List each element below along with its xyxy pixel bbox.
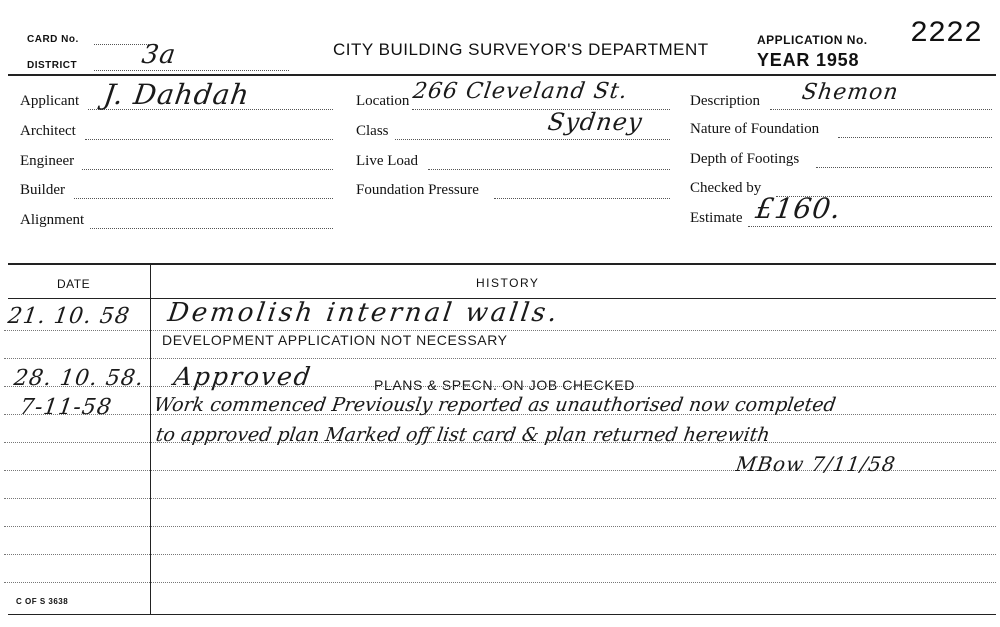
district-value: 3a (139, 40, 179, 70)
entry-2-stamp: PLANS & SPECN. ON JOB CHECKED (374, 377, 635, 393)
architect-dots (85, 139, 333, 140)
estimate-dots (748, 226, 992, 227)
form-code: C OF S 3638 (16, 597, 69, 606)
date-header: DATE (57, 277, 91, 291)
district-label: DISTRICT (27, 60, 78, 71)
architect-label: Architect (20, 123, 76, 139)
nature-foundation-dots (838, 137, 992, 138)
engineer-dots (82, 169, 333, 170)
entry-3-text: Work commenced Previously reported as unauthorised now completed (152, 394, 838, 416)
department-title: CITY BUILDING SURVEYOR'S DEPARTMENT (333, 40, 709, 59)
nature-foundation-label: Nature of Foundation (690, 121, 820, 137)
card-bottom-rule (8, 614, 996, 615)
class-label: Class (356, 123, 389, 139)
card-no-label: CARD No. (27, 34, 79, 45)
depth-footings-label: Depth of Footings (690, 151, 800, 167)
checked-by-label: Checked by (690, 180, 762, 196)
applicant-label: Applicant (20, 93, 80, 109)
entry-3-signature: MBow 7/11/58 (734, 452, 898, 476)
builder-label: Builder (20, 182, 65, 198)
applicant-value: J. Dahdah (101, 78, 253, 111)
entry-1-text: Demolish internal walls. (165, 298, 562, 328)
builder-dots (74, 198, 333, 199)
location-label: Location (356, 93, 410, 109)
estimate-label: Estimate (690, 210, 743, 226)
description-dots (770, 109, 992, 110)
engineer-label: Engineer (20, 153, 75, 169)
live-load-dots (428, 169, 670, 170)
entry-3-date: 7-11-58 (18, 395, 114, 420)
history-top-rule (8, 263, 996, 265)
district-dots (94, 70, 289, 71)
history-header: HISTORY (476, 276, 540, 290)
entry-3-text-continued: to approved plan Marked off list card & plan returned herewith (154, 424, 772, 446)
entry-2-text: Approved (171, 362, 315, 391)
date-column-divider (150, 265, 151, 615)
live-load-label: Live Load (356, 153, 419, 169)
location-city-value: Sydney (546, 108, 645, 136)
entry-1-date: 21. 10. 58 (6, 304, 132, 329)
entry-1-stamp: DEVELOPMENT APPLICATION NOT NECESSARY (162, 332, 508, 348)
header-rule (8, 74, 996, 76)
depth-footings-dots (816, 167, 992, 168)
class-dots (395, 139, 670, 140)
card-no-dots (94, 44, 149, 45)
application-number: 2222 (910, 17, 983, 51)
description-value: Shemon (800, 80, 901, 105)
foundation-pressure-label: Foundation Pressure (356, 182, 479, 198)
foundation-pressure-dots (494, 198, 670, 199)
alignment-label: Alignment (20, 212, 85, 228)
application-label: APPLICATION No. (757, 33, 868, 47)
description-label: Description (690, 93, 760, 109)
location-value: 266 Cleveland St. (411, 79, 630, 104)
entry-2-date: 28. 10. 58. (12, 366, 146, 391)
estimate-value: £160. (753, 192, 844, 225)
year-label: YEAR 1958 (757, 50, 860, 70)
alignment-dots (90, 228, 333, 229)
